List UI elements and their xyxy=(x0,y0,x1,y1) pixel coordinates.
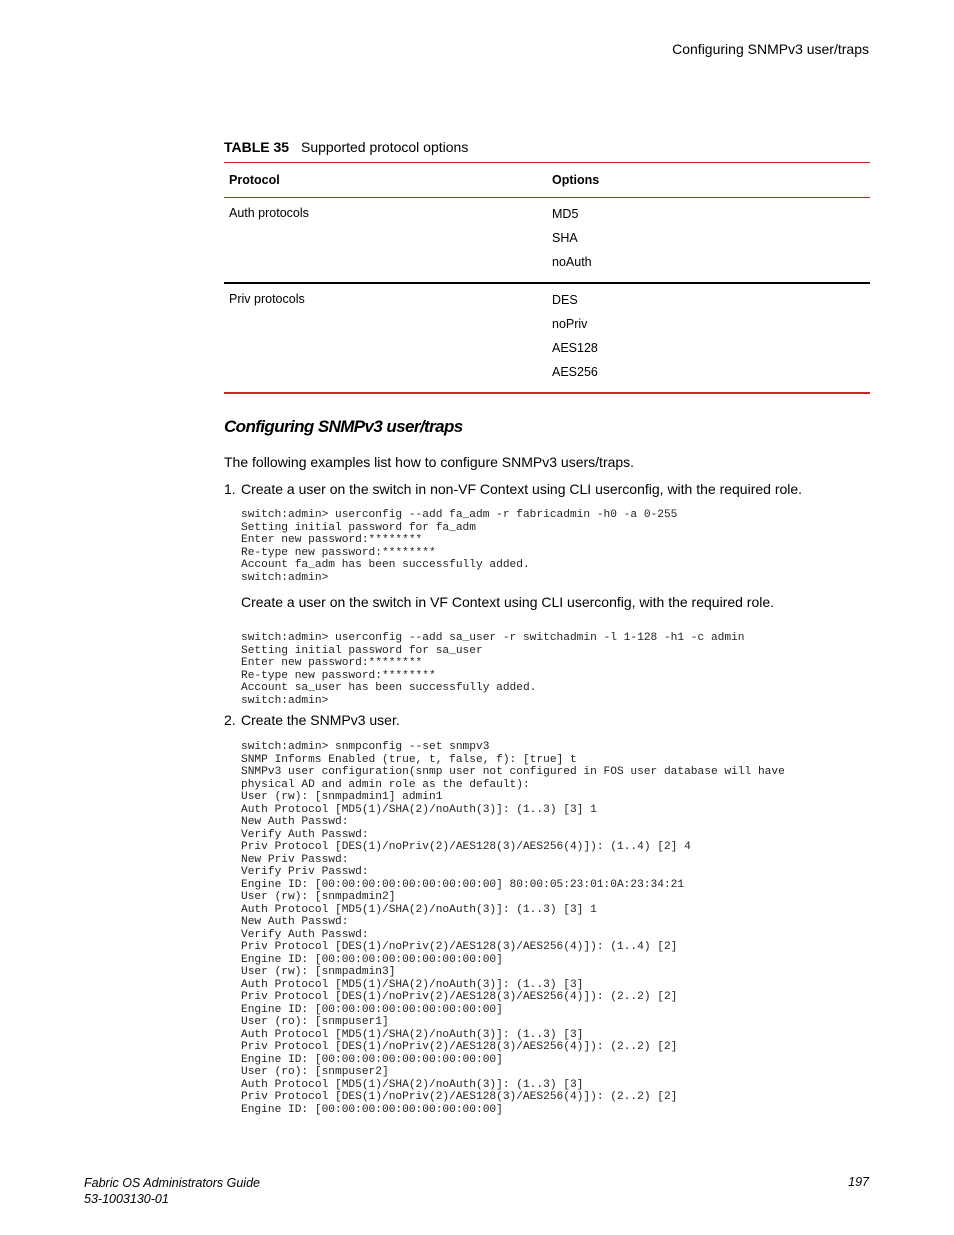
code-block-nonvf: switch:admin> userconfig --add fa_adm -r fabricadmin -h0 -a 0-255 Setting initial password for fa_adm Enter new password:******** Re-type new password:******** Account fa_adm has been successfully added. switch:admin> xyxy=(241,509,678,584)
option-item: DES xyxy=(552,293,578,307)
option-item: MD5 xyxy=(552,207,579,221)
footer-book-info xyxy=(84,1175,260,1207)
intro-paragraph: The following examples list how to configure SNMPv3 users/traps. xyxy=(224,454,635,470)
option-item: noPriv xyxy=(552,317,588,331)
table-caption xyxy=(224,139,468,155)
running-header-title: Configuring SNMPv3 user/traps xyxy=(672,41,869,57)
step-2 xyxy=(224,712,400,728)
footer-doc-number: 53-1003130-01 xyxy=(84,1192,169,1206)
supported-protocol-table xyxy=(224,162,870,394)
step-text: Create a user on the switch in non-VF Context using CLI userconfig, with the required role. xyxy=(241,481,803,497)
step-number: 2. xyxy=(224,712,236,728)
code-block-snmpconfig: switch:admin> snmpconfig --set snmpv3 SNMP Informs Enabled (true, t, false, f): [true] t SNMPv3 user configuration(snmp user not configured in FOS user database will have physical AD and admin role as the default): User (rw): [snmpadmin1] admin1 Auth Protocol [MD5(1)/SHA(2)/noAuth(3)]: (1..3) [3] 1 New Auth Passwd: Verify Auth Passwd: Priv Protocol [DES(1)/noPriv(2)/AES128(3)/AES256(4)]): (1..4) [2] 4 New Priv Passwd: Verify Priv Passwd: Engine ID: [00:00:00:00:00:00:00:00:00] 80:00:05:23:01:0A:23:34:21 User (rw): [snmpadmin2] Auth Protocol [MD5(1)/SHA(2)/noAuth(3)]: (1..3) [3] 1 New Auth Passwd: Verify Auth Passwd: Priv Protocol [DES(1)/noPriv(2)/AES128(3)/AES256(4)]): (1..4) [2] Engine ID: [00:00:00:00:00:00:00:00:00] User (rw): [snmpadmin3] Auth Protocol [MD5(1)/SHA(2)/noAuth(3)]: (1..3) [3] Priv Protocol [DES(1)/noPriv(2)/AES128(3)/AES256(4)]): (2..2) [2] Engine ID: [00:00:00:00:00:00:00:00:00] User (ro): [snmpuser1] Auth Protocol [MD5(1)/SHA(2)/noAuth(3)]: (1..3) [3] Priv Protocol [DES(1)/noPriv(2)/AES128(3)/AES256(4)]): (2..2) [2] Engine ID: [00:00:00:00:00:00:00:00:00] User (ro): [snmpuser2] Auth Protocol [MD5(1)/SHA(2)/noAuth(3)]: (1..3) [3] Priv Protocol [DES(1)/noPriv(2)/AES128(3)/AES256(4)]): (2..2) [2] Engine ID: [00:00:00:00:00:00:00:00:00] xyxy=(241,741,785,1116)
option-item: AES256 xyxy=(552,365,598,379)
options-cell xyxy=(547,198,870,284)
step-1-vf-paragraph: Create a user on the switch in VF Context using CLI userconfig, with the required role. xyxy=(241,594,775,610)
table-caption-text: Supported protocol options xyxy=(300,139,469,155)
option-item: AES128 xyxy=(552,341,598,355)
footer-book-title: Fabric OS Administrators Guide xyxy=(84,1176,260,1190)
protocol-cell: Auth protocols xyxy=(224,198,547,284)
options-cell xyxy=(547,283,870,393)
table-row xyxy=(224,198,870,284)
section-heading: Configuring SNMPv3 user/traps xyxy=(224,417,463,436)
protocol-cell: Priv protocols xyxy=(224,283,547,393)
option-item: noAuth xyxy=(552,255,592,269)
column-header-protocol: Protocol xyxy=(224,163,547,198)
table-header-row xyxy=(224,163,870,198)
code-block-vf: switch:admin> userconfig --add sa_user -r switchadmin -l 1-128 -h1 -c admin Setting initial password for sa_user Enter new password:******** Re-type new password:******** Account sa_user has been successfully added. switch:admin> xyxy=(241,632,745,707)
step-text: Create the SNMPv3 user. xyxy=(241,712,400,728)
page-number: 197 xyxy=(848,1175,869,1189)
table-caption-label: TABLE 35 xyxy=(224,139,290,155)
table-row xyxy=(224,283,870,393)
option-item: SHA xyxy=(552,231,578,245)
column-header-options: Options xyxy=(547,163,870,198)
step-number: 1. xyxy=(224,481,236,497)
step-1 xyxy=(224,481,802,497)
